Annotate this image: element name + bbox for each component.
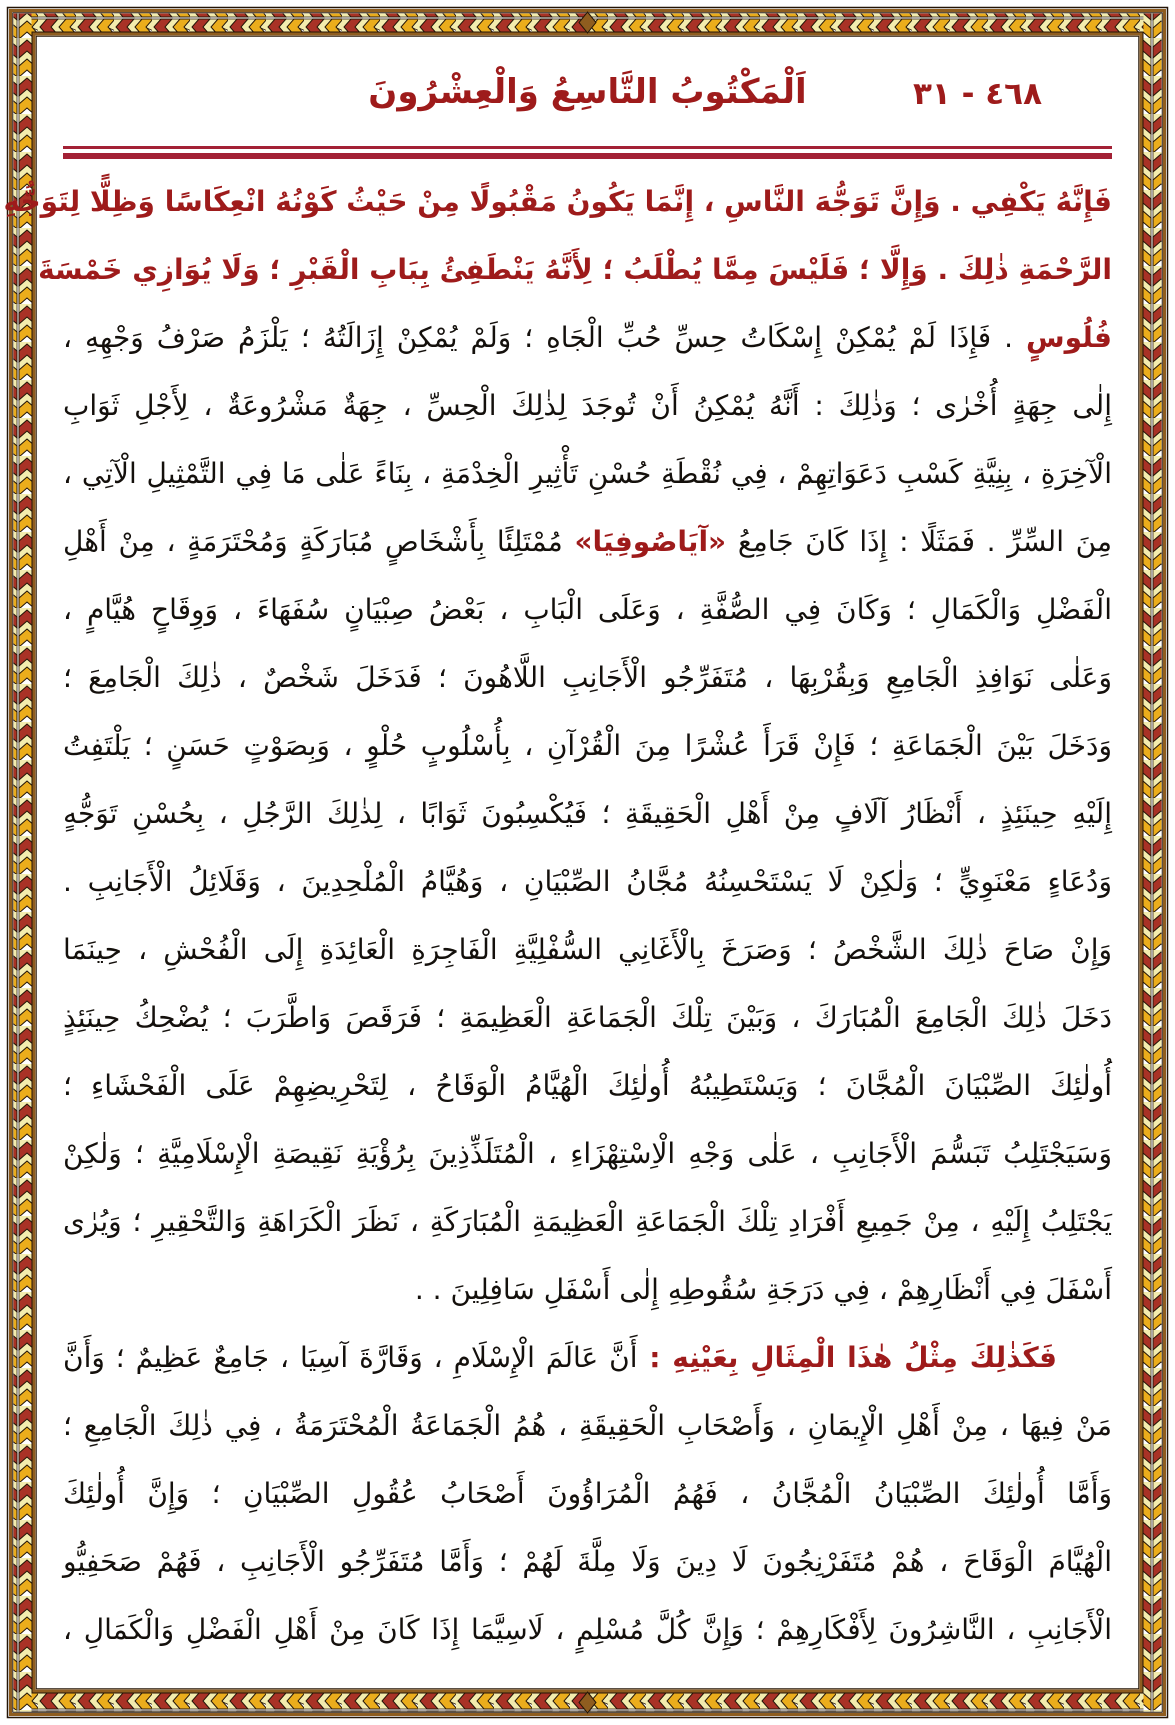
text-segment: وَدَخَلَ بَيْنَ الْجَمَاعَةِ ؛ فَإِنْ قَرَأَ عُشْرًا مِنَ الْقُرْآنِ ، بِأُسْلُوبٍ حُلْوٍ ، وَبِصَوْتٍ حَسَنٍ ؛ يَلْتَفِتُ — [63, 729, 1112, 762]
text-segment: الْآخِرَةِ ، بِنِيَّةِ كَسْبِ دَعَوَاتِهِمْ ، فِي نُقْطَةِ حُسْنِ تَأْثِيرِ الْخِدْمَةِ ، بِنَاءً عَلٰى مَا فِي التَّمْثِيلِ الْآتِي ، — [63, 457, 1112, 490]
text-segment: إِلٰى جِهَةٍ أُخْرٰى ؛ وَذٰلِكَ : أَنَّهُ يُمْكِنُ أَنْ تُوجَدَ لِذٰلِكَ الْحِسِّ ، جِهَةٌ مَشْرُوعَةٌ ، لِأَجْلِ ثَوَابِ — [63, 389, 1112, 422]
highlighted-text-segment: الرَّحْمَةِ ذٰلِكَ . وَإِلَّا ؛ فَلَيْسَ مِمَّا يُطْلَبُ ؛ لِأَنَّهُ يَنْطَفِئُ بِبَابِ الْقَبْرِ ؛ وَلَا يُوَازِي خَمْسَةَ — [38, 253, 1112, 286]
text-line-3 — [63, 304, 1112, 372]
text-line-13 — [63, 984, 1112, 1052]
text-segment: أُولٰئِكَ الصِّبْيَانَ الْمُجَّانَ ؛ وَيَسْتَطِيبُهُ أُولٰئِكَ الْهُيَّامُ الْوَقَاحُ ، لِتَحْرِيضِهِمْ عَلَى الْفَحْشَاءِ ؛ — [63, 1069, 1112, 1102]
text-line-22 — [63, 1596, 1112, 1664]
text-line-7 — [63, 576, 1112, 644]
text-segment: إِلَيْهِ حِينَئِذٍ ، أَنْظَارُ آلَافٍ مِنْ أَهْلِ الْحَقِيقَةِ ؛ فَيُكْسِبُونَ ثَوَابًا ، لِذٰلِكَ الرَّجُلِ ، بِحُسْنِ تَوَجُّهٍ — [63, 797, 1112, 830]
text-segment: وَعَلٰى نَوَافِذِ الْجَامِعِ وَبِقُرْبِهَا ، مُتَفَرِّجُو الْأَجَانِبِ اللَّاهُونَ ؛ فَدَخَلَ شَخْصٌ ، ذٰلِكَ الْجَامِعَ ؛ — [63, 661, 1112, 694]
header-rule-thick — [63, 153, 1112, 159]
text-line-6 — [63, 508, 1112, 576]
text-segment: . فَإِذَا لَمْ يُمْكِنْ إِسْكَاتُ حِسِّ حُبِّ الْجَاهِ ؛ وَلَمْ يُمْكِنْ إِزَالَتُهُ ؛ يَلْزَمُ صَرْفُ وَجْهِهِ ، — [63, 321, 1027, 354]
text-segment: دَخَلَ ذٰلِكَ الْجَامِعَ الْمُبَارَكَ ، وَبَيْنَ تِلْكَ الْجَمَاعَةِ الْعَظِيمَةِ ؛ فَرَقَصَ وَاطَّرَبَ ؛ يُضْحِكُ حِينَئِذٍ — [63, 1001, 1112, 1034]
header-rule-thin — [63, 146, 1112, 149]
text-segment: الْأَجَانِبِ ، النَّاشِرُونَ لِأَفْكَارِهِمْ ؛ وَإِنَّ كُلَّ مُسْلِمٍ ، لَاسِيَّمَا إِذَا كَانَ مِنْ أَهْلِ الْفَضْلِ وَالْكَمَالِ ، — [63, 1613, 1112, 1646]
text-line-20 — [63, 1460, 1112, 1528]
highlighted-text-segment: فُلُوسٍ — [1026, 321, 1112, 354]
page-number: ٤٦٨ - ٣١ — [912, 76, 1042, 112]
text-line-8 — [63, 644, 1112, 712]
text-segment: أَنَّ عَالَمَ الْإِسْلَامِ ، وَقَارَّةَ آسِيَا ، جَامِعٌ عَظِيمٌ ؛ وَأَنَّ — [63, 1341, 638, 1374]
text-line-12 — [63, 916, 1112, 984]
highlighted-text-segment: فَكَذٰلِكَ مِثْلُ هٰذَا الْمِثَالِ بِعَيْنِهِ : — [637, 1341, 1057, 1374]
text-segment: مَنْ فِيهَا ، مِنْ أَهْلِ الْإِيمَانِ ، وَأَصْحَابِ الْحَقِيقَةِ ، هُمُ الْجَمَاعَةُ الْمُحْتَرَمَةُ ، فِي ذٰلِكَ الْجَامِعِ ؛ — [63, 1409, 1112, 1442]
text-line-14 — [63, 1052, 1112, 1120]
text-line-10 — [63, 780, 1112, 848]
text-line-4 — [63, 372, 1112, 440]
text-segment: وَسَيَجْتَلِبُ تَبَسُّمَ الْأَجَانِبِ ، عَلٰى وَجْهِ الْاِسْتِهْزَاءِ ، الْمُتَلَذِّذِينَ بِرُؤْيَةِ نَقِيصَةِ الْإِسْلَامِيَّةِ ؛ وَلٰكِنْ — [63, 1137, 1112, 1170]
text-segment: أَسْفَلَ فِي أَنْظَارِهِمْ ، فِي دَرَجَةِ سُقُوطِهِ إِلٰى أَسْفَلِ سَافِلِينَ . . — [414, 1273, 1112, 1306]
text-segment: الْهُيَّامَ الْوَقَاحَ ، هُمْ مُتَفَرْنِجُونَ لَا دِينَ وَلَا مِلَّةَ لَهُمْ ؛ وَأَمَّا مُتَفَرِّجُو الْأَجَانِبِ ، فَهُمْ صَحَفِيُّو — [63, 1545, 1112, 1578]
highlighted-text-segment: «آيَاصُوفِيَا» — [574, 525, 727, 558]
text-line-19 — [63, 1392, 1112, 1460]
highlighted-text-segment: فَإِنَّهُ يَكْفِي . وَإِنَّ تَوَجُّهَ النَّاسِ ، إِنَّمَا يَكُونُ مَقْبُولًا مِنْ حَيْثُ كَوْنُهُ انْعِكَاسًا وَظِلًّا لِتَوَجُّهِ — [3, 185, 1112, 218]
text-line-18 — [63, 1324, 1112, 1392]
text-line-15 — [63, 1120, 1112, 1188]
page-title: اَلْمَكْتُوبُ التَّاسِعُ وَالْعِشْرُونَ — [368, 72, 807, 112]
text-line-9 — [63, 712, 1112, 780]
text-segment: مُمْتَلِئًا بِأَشْخَاصٍ مُبَارَكَةٍ وَمُحْتَرَمَةٍ ، مِنْ أَهْلِ — [63, 525, 575, 558]
header-rule — [63, 146, 1112, 159]
text-line-2 — [38, 236, 1112, 304]
text-line-16 — [63, 1188, 1112, 1256]
text-segment: الْفَضْلِ وَالْكَمَالِ ؛ وَكَانَ فِي الصُّفَّةِ ، وَعَلَى الْبَابِ ، بَعْضُ صِبْيَانٍ سُفَهَاءَ ، وَوِقَاحٍ هُيَّامٍ ، — [63, 593, 1112, 626]
page-header — [63, 70, 1112, 132]
text-line-5 — [63, 440, 1112, 508]
body-text — [3, 168, 1112, 1664]
text-segment: وَأَمَّا أُولٰئِكَ الصِّبْيَانُ الْمُجَّانُ ، فَهُمُ الْمُرَاؤُونَ أَصْحَابُ عُقُولِ الصِّبْيَانِ ؛ وَإِنَّ أُولٰئِكَ — [63, 1477, 1112, 1510]
text-segment: وَدُعَاءٍ مَعْنَوِيٍّ ؛ وَلٰكِنْ لَا يَسْتَحْسِنُهُ مُجَّانُ الصِّبْيَانِ ، وَهُيَّامُ الْمُلْحِدِينَ ، وَقَلَائِلُ الْأَجَانِبِ . — [63, 865, 1112, 898]
text-segment: وَإِنْ صَاحَ ذٰلِكَ الشَّخْصُ ؛ وَصَرَخَ بِالْأَغَانِي السُّفْلِيَّةِ الْفَاجِرَةِ الْعَائِدَةِ إِلَى الْفُحْشِ ، حِينَمَا — [63, 933, 1112, 966]
text-line-1 — [3, 168, 1112, 236]
text-line-11 — [63, 848, 1112, 916]
text-line-21 — [63, 1528, 1112, 1596]
text-segment: مِنَ السِّرِّ . فَمَثَلًا : إِذَا كَانَ جَامِعُ — [726, 525, 1112, 558]
text-line-17 — [63, 1256, 1112, 1324]
text-segment: يَجْتَلِبُ إِلَيْهِ ، مِنْ جَمِيعِ أَفْرَادِ تِلْكَ الْجَمَاعَةِ الْعَظِيمَةِ الْمُبَارَكَةِ ، نَظَرَ الْكَرَاهَةِ وَالتَّحْقِيرِ ؛ وَيُرٰى — [63, 1205, 1112, 1238]
